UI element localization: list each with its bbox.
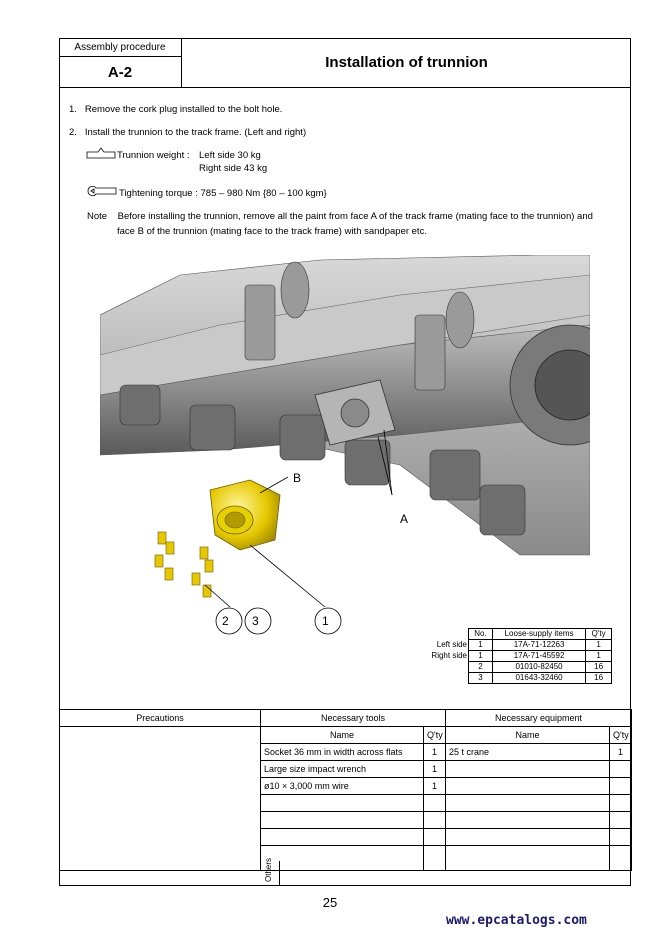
cell: 1 (469, 640, 493, 651)
trunnion-illustration (100, 255, 590, 645)
step-text: Remove the cork plug installed to the bolt hole. (84, 104, 283, 115)
cell: 1 (586, 640, 612, 651)
table-row (60, 727, 632, 744)
equip-qty (610, 778, 632, 795)
cell: 2 (469, 662, 493, 673)
precautions-cell (60, 727, 261, 871)
weight-left: Left side 30 kg (199, 150, 261, 161)
left-side-label: Left side (436, 640, 467, 649)
cell: 1 (586, 651, 612, 662)
header-item: Loose-supply items (492, 629, 585, 640)
step-1 (69, 103, 282, 116)
equip-qty: 1 (610, 744, 632, 761)
procedure-box (59, 38, 182, 88)
table-row (469, 662, 612, 673)
right-side-label: Right side (431, 651, 467, 660)
equip-name-col: Name (446, 727, 610, 744)
note (87, 209, 625, 239)
equip-qty-col: Q'ty (610, 727, 632, 744)
equipment-header: Necessary equipment (446, 710, 632, 727)
tool-name: Socket 36 mm in width across flats (261, 744, 424, 761)
cell: 16 (586, 662, 612, 673)
procedure-number: A-2 (107, 64, 133, 81)
tool-qty: 1 (424, 778, 446, 795)
torque-text: Tightening torque : 785 – 980 Nm {80 – 100 kgm} (119, 188, 327, 199)
cell: 17A-71-12263 (492, 640, 585, 651)
tools-name-col: Name (261, 727, 424, 744)
step-text: Install the trunnion to the track frame. (Left and right) (84, 127, 307, 138)
weight-right: Right side 43 kg (199, 163, 268, 174)
header-no: No. (469, 629, 493, 640)
tools-qty-col: Q'ty (424, 727, 446, 744)
callout-2: 2 (222, 614, 229, 628)
equip-qty (610, 761, 632, 778)
cell: 01010-82450 (492, 662, 585, 673)
page-number: 25 (322, 895, 338, 910)
cell: 1 (469, 651, 493, 662)
page-title: Installation of trunnion (182, 38, 631, 88)
watermark: www.epcatalogs.com (446, 913, 587, 928)
callout-b: B (293, 471, 302, 485)
procedure-label: Assembly procedure (59, 38, 181, 57)
cell: 17A-71-45592 (492, 651, 585, 662)
requirements-table (59, 709, 632, 871)
cell: 01643-32460 (492, 673, 585, 684)
others-label: Others (264, 857, 273, 882)
weight-label: Trunnion weight : (117, 150, 190, 161)
callout-a: A (400, 512, 409, 526)
note-label: Note (87, 211, 108, 222)
step-number: 2. (69, 127, 77, 138)
wrench-icon (86, 184, 118, 198)
cell: 3 (469, 673, 493, 684)
tool-qty: 1 (424, 744, 446, 761)
callout-3: 3 (252, 614, 259, 628)
equip-name (446, 761, 610, 778)
table-row (469, 640, 612, 651)
header-qty: Q'ty (586, 629, 612, 640)
cell: 16 (586, 673, 612, 684)
tool-name: Large size impact wrench (261, 761, 424, 778)
table-row (469, 673, 612, 684)
tool-name: ø10 × 3,000 mm wire (261, 778, 424, 795)
equip-name: 25 t crane (446, 744, 610, 761)
table-header-row (469, 629, 612, 640)
precautions-header: Precautions (60, 710, 261, 727)
step-number: 1. (69, 104, 77, 115)
note-line-1: Before installing the trunnion, remove all the paint from face A of the track frame (mating face to the trunnion) and (117, 211, 593, 222)
note-line-2: face B of the trunnion (mating face to the track frame) with sandpaper etc. (117, 226, 427, 237)
callout-circles (212, 606, 352, 636)
table-row (469, 651, 612, 662)
step-2 (69, 126, 306, 139)
loose-supply-table (468, 628, 612, 684)
tools-header: Necessary tools (261, 710, 446, 727)
equip-name (446, 778, 610, 795)
table-header-row (60, 710, 632, 727)
tool-qty: 1 (424, 761, 446, 778)
callout-1: 1 (322, 614, 329, 628)
weight-icon (86, 146, 116, 160)
others-cell (260, 857, 280, 886)
